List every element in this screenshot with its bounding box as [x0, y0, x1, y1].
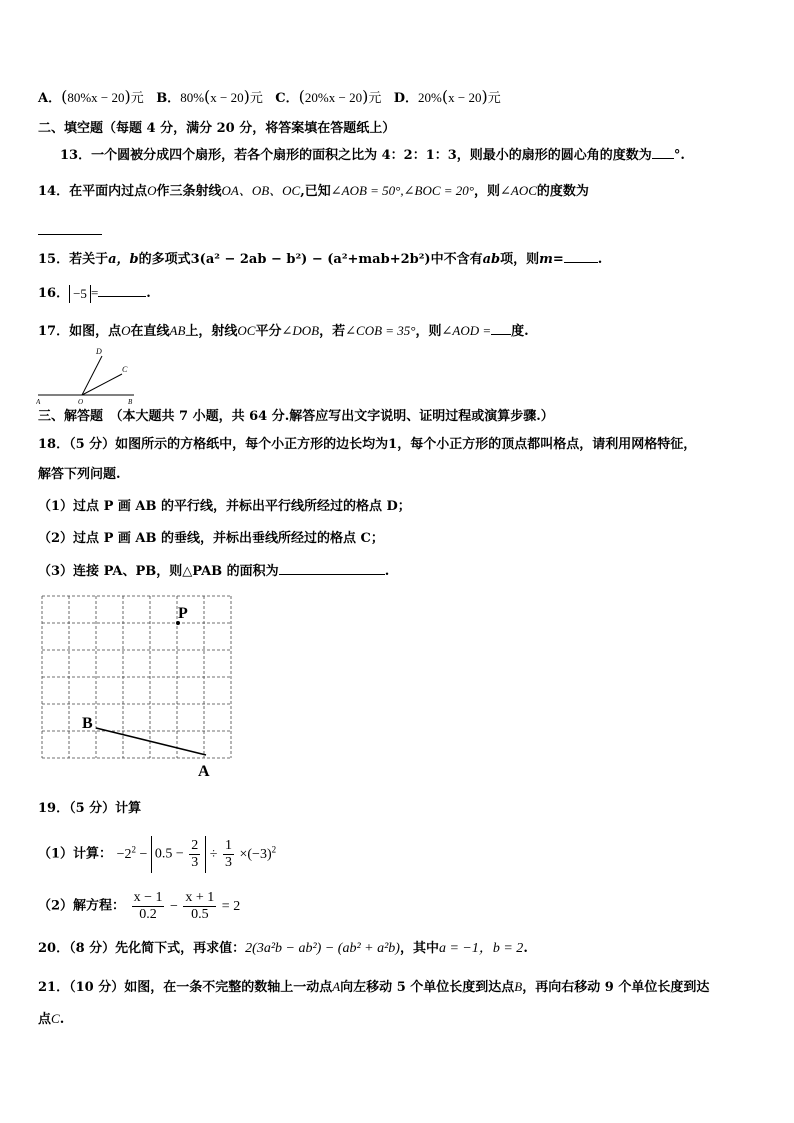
q17-text-c: 上，射线	[185, 324, 238, 339]
q17-text-b: 在直线	[130, 324, 170, 339]
q19-part2-rhs: = 2	[221, 898, 241, 914]
q21-point-a: A	[332, 979, 341, 994]
option-b-pre: 80%	[180, 90, 205, 105]
q16	[38, 284, 151, 303]
ray-od	[82, 356, 102, 395]
option-a-label: A．	[38, 91, 62, 106]
grid-lines	[42, 596, 231, 758]
q14-answer-line	[38, 222, 102, 241]
q15-blank	[564, 250, 598, 263]
q19-frac2-den: 3	[224, 855, 232, 870]
q19-abs-a: 0.5 −	[154, 846, 184, 862]
section3-heading: 三、解答题 （本大题共 7 小题，共 64 分.解答应写出文字说明、证明过程或演算步骤.）	[38, 409, 554, 424]
q19-frac3-num: x − 1	[133, 890, 163, 905]
q17-text-a: 17．如图，点	[38, 324, 122, 339]
q15-text-b: 的多项式	[138, 252, 191, 267]
q20-text-b: ，其中	[399, 941, 439, 956]
q19-frac1-num: 2	[191, 838, 199, 853]
q14-cond: ∠AOB = 50°,∠BOC = 20°	[330, 183, 474, 198]
q14-text-d: ，则	[474, 184, 501, 199]
q14-rays: OA、OB、OC	[221, 183, 301, 198]
q19-frac4	[183, 890, 216, 923]
ray-oc	[82, 374, 122, 395]
label-c: C	[122, 365, 128, 374]
q19-frac1-den: 3	[191, 855, 199, 870]
q19-div: ÷	[209, 846, 218, 862]
q13-blank	[652, 146, 674, 159]
q19-pow-exp: 2	[271, 844, 277, 855]
q13-tail: °.	[673, 148, 685, 163]
q20-tail: .	[523, 941, 528, 956]
q13	[60, 146, 685, 165]
q21-line1	[38, 978, 709, 997]
q14-ask: ∠AOC	[500, 183, 537, 198]
q14-text-a: 14．在平面内过点	[38, 184, 148, 199]
q16-blank	[98, 284, 146, 297]
q17-o: O	[121, 323, 131, 338]
q19-part2-label: （2）解方程：	[38, 898, 126, 914]
q18-part3-text: （3）连接 PA、PB，则△PAB 的面积为	[38, 564, 279, 579]
q15	[38, 250, 602, 269]
q19-pow-base: (−3)	[247, 846, 272, 862]
q17-angle2: ∠COB = 35°	[345, 323, 416, 338]
label-a: A	[198, 763, 210, 780]
option-d-expr: x − 20	[448, 90, 482, 105]
q17-blank	[491, 322, 511, 335]
q19-frac1	[189, 838, 200, 871]
q17-angle3: ∠AOD =	[441, 323, 492, 338]
option-b-expr: x − 20	[210, 90, 244, 105]
q17-text-f: ，则	[415, 324, 442, 339]
q18-part2: （2）过点 P 画 AB 的垂线，并标出垂线所经过的格点 C；	[38, 531, 384, 546]
q15-m: m=	[539, 252, 564, 267]
option-c-expr: 20%x − 20	[304, 90, 363, 105]
q15-poly: 3(a² − 2ab − b²) − (a²+mab+2b²)	[190, 252, 431, 267]
q16-abs-expr: −5	[69, 285, 91, 303]
q18-grid-figure	[38, 592, 238, 782]
label-p: P	[178, 605, 188, 622]
q14-text-e: 的度数为	[536, 184, 589, 199]
option-d-pre: 20%	[418, 90, 442, 105]
option-b-label: B．	[156, 91, 181, 106]
q15-ab: a，b	[108, 252, 139, 267]
q19-part1	[38, 836, 276, 873]
q21-point-b: B	[514, 979, 523, 994]
q21-text-d: 点	[38, 1012, 52, 1027]
q19-part1-expr	[116, 838, 277, 870]
q19-frac3	[132, 890, 165, 923]
q14-blank	[38, 222, 102, 235]
option-d-unit: 元	[487, 91, 501, 106]
q21-text-b: 向左移动 5 个单位长度到达点	[340, 980, 515, 995]
q19-frac4-den: 0.5	[191, 907, 209, 922]
q15-term: ab	[482, 252, 501, 267]
q14-point-o: O	[147, 183, 157, 198]
q21-text-e: .	[59, 1012, 65, 1027]
q19-part1-label: （1）计算：	[38, 846, 113, 862]
q17-figure	[36, 344, 140, 406]
label-d: D	[96, 347, 102, 356]
q20-cond: a = −1，b = 2	[438, 941, 524, 956]
q17	[38, 322, 529, 341]
q13-text: 13．一个圆被分成四个扇形，若各个扇形的面积之比为 4：2：1：3，则最小的扇形的圆心角的度数为	[60, 148, 652, 163]
label-o: O	[78, 398, 84, 406]
q17-text-d: 平分	[255, 324, 282, 339]
q19-minus: −	[139, 846, 148, 862]
q19-part2-minus: −	[169, 898, 178, 914]
q15-tail: .	[597, 252, 603, 267]
q17-text-e: ，若	[319, 324, 346, 339]
q14-text-c: ,已知	[300, 184, 331, 199]
q19-times: ×	[239, 846, 248, 862]
q19-base-exp: 2	[131, 844, 136, 855]
q19-frac3-den: 0.2	[139, 907, 157, 922]
option-c-label: C．	[275, 91, 299, 106]
q18-part1: （1）过点 P 画 AB 的平行线，并标出平行线所经过的格点 D；	[38, 499, 411, 514]
option-d-label: D．	[393, 91, 419, 106]
label-b: B	[128, 398, 133, 406]
option-c-unit: 元	[368, 91, 382, 106]
q18-part3-blank	[279, 562, 385, 575]
q17-oc: OC	[237, 323, 256, 338]
q15-text-a: 15．若关于	[38, 252, 109, 267]
q18-line2: 解答下列问题.	[38, 467, 121, 482]
q15-text-d: 项，则	[500, 252, 540, 267]
option-a-expr: 80%x − 20	[67, 90, 125, 105]
q18-part3	[38, 562, 389, 581]
q20-text-a: 20．（8 分）先化简下式，再求值：	[38, 941, 246, 956]
q15-text-c: 中不含有	[430, 252, 483, 267]
q18-line1: 18．（5 分）如图所示的方格纸中，每个小正方形的边长均为1，每个小正方形的顶点都叫格点，请利用网格特征，	[38, 437, 697, 452]
q16-eq: =	[90, 285, 99, 300]
q21-point-c: C	[51, 1011, 60, 1026]
option-b-unit: 元	[249, 91, 263, 106]
q17-ab: AB	[169, 323, 186, 338]
q19-part2	[38, 890, 240, 923]
q19-frac4-num: x + 1	[185, 890, 215, 905]
label-b: B	[82, 715, 93, 732]
q19-abs	[151, 836, 206, 873]
q21-line2	[38, 1010, 64, 1029]
q20-expr: 2(3a²b − ab²) − (ab² + a²b)	[245, 941, 400, 956]
q19-frac2	[223, 838, 234, 871]
q16-label: 16．	[38, 286, 70, 301]
q19-base: −2	[116, 846, 132, 862]
label-a: A	[36, 398, 41, 406]
q21-text-a: 21．（10 分）如图，在一条不完整的数轴上一动点	[38, 980, 333, 995]
q19-frac2-num: 1	[224, 838, 232, 853]
q17-tail: 度.	[511, 324, 529, 339]
q19-heading: 19．（5 分）计算	[38, 801, 142, 816]
section2-heading: 二、填空题（每题 4 分，满分 20 分，将答案填在答题纸上）	[38, 121, 396, 136]
q19-part2-expr	[130, 890, 241, 922]
q17-angle1: ∠DOB	[281, 323, 320, 338]
q18-part3-tail: .	[384, 564, 390, 579]
q20	[38, 940, 528, 958]
option-a-unit: 元	[130, 91, 144, 106]
q14-text-b: 作三条射线	[156, 184, 222, 199]
q16-tail: .	[146, 286, 151, 301]
segment-ab	[96, 728, 206, 755]
q21-text-c: ，再向右移动 9 个单位长度到达	[522, 980, 710, 995]
q14	[38, 182, 589, 201]
q12-options: A．(80%x − 20)元 B．80%(x − 20)元 C．(20%x − 20)元 D．20%(x − 20)元	[38, 87, 501, 106]
